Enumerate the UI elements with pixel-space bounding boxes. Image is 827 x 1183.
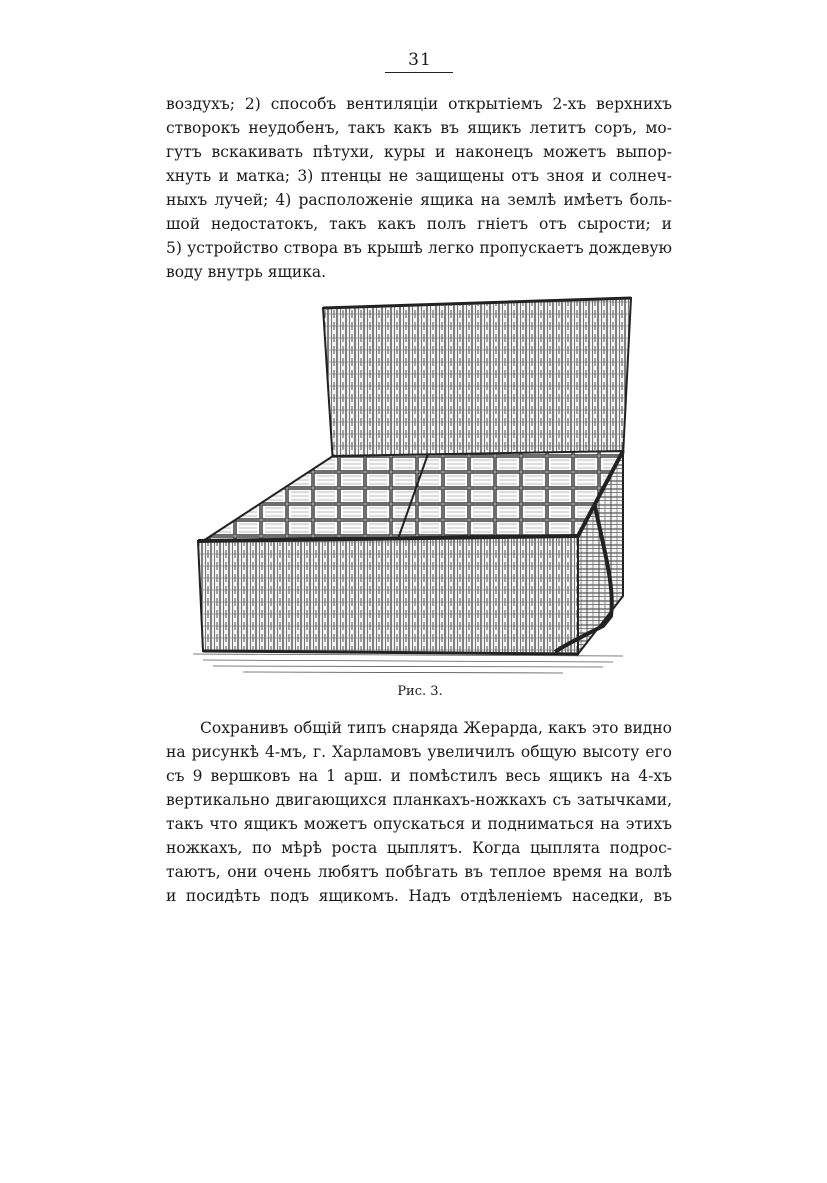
text-line: съ 9 вершковъ на 1 арш. и помѣстилъ весь ящикъ на 4-хъ (166, 767, 672, 785)
text-line: воду внутрь ящика. (166, 263, 327, 281)
basket-lid (323, 298, 631, 464)
text-line: гутъ вскакивать пѣтухи, куры и наконецъ можетъ выпор- (166, 143, 672, 161)
text-line: ножкахъ, по мѣрѣ роста цыплятъ. Когда цыплята подрос- (166, 839, 672, 857)
text-line: воздухъ; 2) способъ вентиляціи открытіемъ 2-хъ верхнихъ (166, 95, 672, 113)
text-line: ныхъ лучей; 4) расположеніе ящика на землѣ имѣетъ боль- (166, 191, 672, 209)
text-line: на рисункѣ 4-мъ, г. Харламовъ увеличилъ общую высоту его (166, 743, 672, 761)
page-number-rule (385, 72, 453, 73)
text-line: 5) устройство створа въ крышѣ легко пропускаетъ дождевую (166, 239, 672, 257)
paragraph-1 (166, 92, 672, 284)
text-line: и посидѣть подъ ящикомъ. Надъ отдѣленіемъ наседки, въ (166, 887, 672, 905)
text-line: шой недостатокъ, такъ какъ полъ гніетъ отъ сырости; и (166, 215, 672, 233)
page-number: 31 (408, 50, 432, 70)
text-line: Сохранивъ общій типъ снаряда Жерарда, какъ это видно (200, 719, 672, 737)
text-line: таютъ, они очень любятъ побѣгать въ теплое время на волѣ (166, 863, 672, 881)
wicker-basket-illustration (183, 296, 643, 681)
text-line: такъ что ящикъ можетъ опускаться и подниматься на этихъ (166, 815, 672, 833)
text-line: вертикально двигающихся планкахъ-ножкахъ съ затычками, (166, 791, 672, 809)
ground-hatching (193, 654, 623, 673)
text-line: хнуть и матка; 3) птенцы не защищены отъ зноя и солнеч- (166, 167, 672, 185)
paragraph-2 (166, 716, 672, 908)
basket-front (198, 536, 578, 654)
text-line: створокъ неудобенъ, такъ какъ въ ящикъ летитъ соръ, мо- (166, 119, 672, 137)
figure-caption: Рис. 3. (397, 684, 443, 699)
